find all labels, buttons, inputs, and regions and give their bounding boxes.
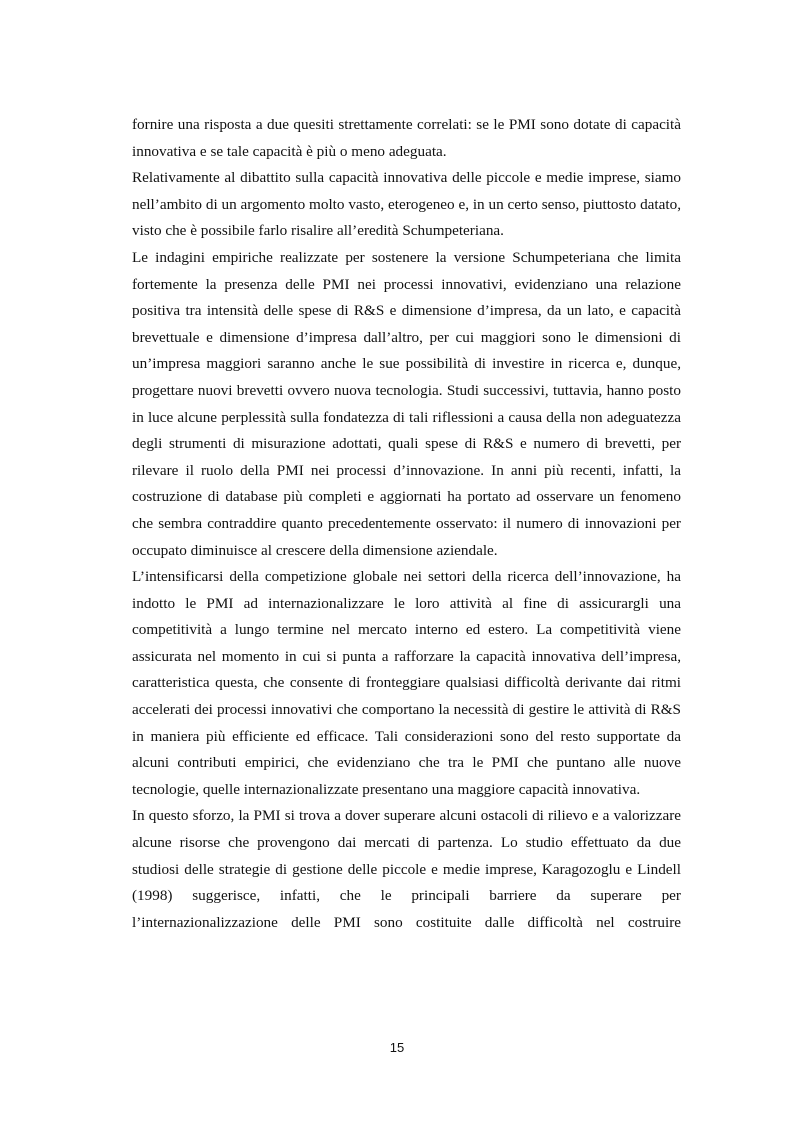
paragraph-2: Relativamente al dibattito sulla capacità innovativa delle piccole e medie imprese, siamo nell’ambito di un argomento molto vasto, eterogeneo e, in un certo senso, piuttosto datato, visto che è possibile farlo risalire all’eredità Schumpeteriana.: [132, 169, 681, 240]
body-text: [132, 112, 681, 936]
paragraph-1: fornire una risposta a due quesiti strettamente correlati: se le PMI sono dotate di capacità innovativa e se tale capacità è più o meno adeguata.: [132, 116, 681, 160]
paragraph-3: Le indagini empiriche realizzate per sostenere la versione Schumpeteriana che limita fortemente la presenza delle PMI nei processi innovativi, evidenziano una relazione positiva tra intensità delle spese di R&S e dimensione d’impresa, da un lato, e capacità brevettuale e dimensione d’impresa dall’altro, per cui maggiori sono le dimensioni di un’impresa maggiori saranno anche le sue possibilità di investire in ricerca e, dunque, progettare nuovi brevetti ovvero nuova tecnologia. Studi successivi, tuttavia, hanno posto in luce alcune perplessità sulla fondatezza di tali riflessioni a causa della non adeguatezza degli strumenti di misurazione adottati, quali spese di R&S e numero di brevetti, per rilevare il ruolo della PMI nei processi d’innovazione. In anni più recenti, infatti, la costruzione di database più completi e aggiornati ha portato ad osservare un fenomeno che sembra contraddire quanto precedentemente osservato: il numero di innovazioni per occupato diminuisce al crescere della dimensione aziendale.: [132, 248, 681, 559]
paragraph-4: L’intensificarsi della competizione globale nei settori della ricerca dell’innovazione, ha indotto le PMI ad internazionalizzare le loro attività al fine di assicurargli una competitività a lungo termine nel mercato interno ed estero. La competitività viene assicurata nel momento in cui si punta a rafforzare la capacità innovativa dell’impresa, caratteristica questa, che consente di fronteggiare qualsiasi difficoltà derivante dai ritmi accelerati dei processi innovativi che comportano la necessità di gestire le attività di R&S in maniera più efficiente ed efficace. Tali considerazioni sono del resto supportate da alcuni contributi empirici, che evidenziano che tra le PMI che puntano alle nuove tecnologie, quelle internazionalizzate presentano una maggiore capacità innovativa.: [132, 568, 681, 798]
page-number: 15: [389, 1040, 405, 1055]
paragraph-5: In questo sforzo, la PMI si trova a dover superare alcuni ostacoli di rilievo e a valorizzare alcune risorse che provengono dai mercati di partenza. Lo studio effettuato da due studiosi delle strategie di gestione delle piccole e medie imprese, Karagozoglu e Lindell (1998) suggerisce, infatti, che le principali barriere da superare per l’internazionalizzazione delle PMI sono costituite dalle difficoltà nel costruire: [132, 807, 681, 931]
